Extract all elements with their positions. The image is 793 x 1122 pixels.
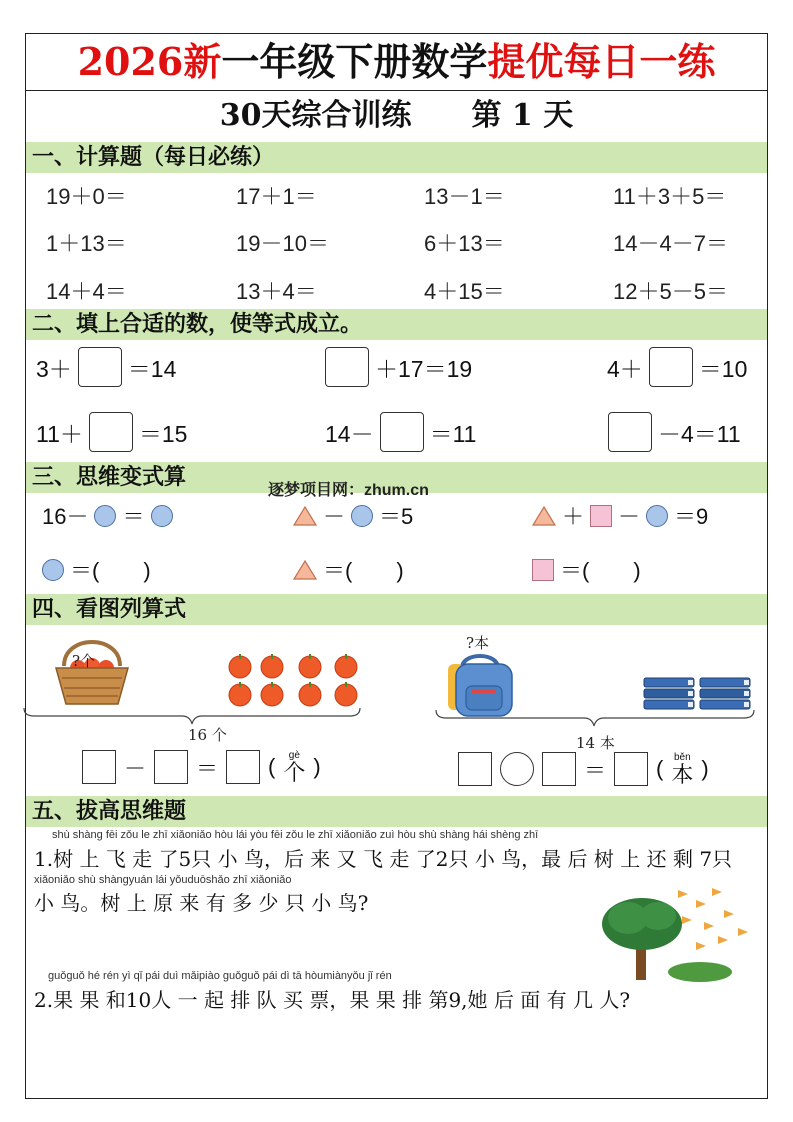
- fill-eq-1: [36, 347, 176, 387]
- unit-right: běn 本: [671, 751, 694, 787]
- circle-answer-blank[interactable]: ＝( ): [70, 558, 151, 583]
- fill-eq-5-post: ＝11: [429, 420, 477, 447]
- square-answer-blank[interactable]: ＝( ): [560, 558, 641, 583]
- title-red-1: 2026新: [77, 39, 222, 84]
- think-eq-2-post: ＝5: [379, 504, 414, 529]
- think-eq-3: [532, 500, 708, 531]
- fill-eq-6: [608, 412, 741, 452]
- calc-1-2: 17＋1＝: [236, 184, 317, 209]
- pink-square-icon: [590, 505, 612, 527]
- calc-2-3: 6＋13＝: [424, 231, 505, 256]
- think-eq-3-result: ＝9: [674, 504, 709, 529]
- triangle-answer-blank[interactable]: ＝( ): [323, 558, 404, 583]
- fill-eq-2: [325, 347, 472, 387]
- total-right: 14 本: [576, 734, 615, 752]
- answer-box[interactable]: [542, 752, 576, 786]
- section-4-heading: 四、看图列算式: [26, 594, 767, 625]
- think-eq-1-pre: 16－: [42, 504, 89, 529]
- blue-circle-icon: [646, 505, 668, 527]
- blue-circle-icon: [42, 559, 64, 581]
- equals-sign: ＝: [584, 757, 607, 783]
- minus-sign: －: [124, 755, 147, 781]
- brace-right: [434, 708, 756, 728]
- calc-2-2: 19－10＝: [236, 231, 329, 256]
- calc-2-4: 14－4－7＝: [613, 231, 728, 256]
- basket-question: ?个: [72, 652, 96, 670]
- think-eq-3-plus: ＋: [562, 504, 585, 529]
- answer-row-left: － ＝ ( gè 个 ): [82, 750, 321, 784]
- think-eq-3-minus: －: [618, 504, 641, 529]
- answer-box[interactable]: [226, 750, 260, 784]
- square-answer: [532, 554, 641, 585]
- equals-sign: ＝: [196, 755, 219, 781]
- q1-pinyin-1: shù shàng fēi zǒu le zhī xiǎoniǎo hòu lái yòu fēi zǒu le zhī xiǎoniǎo zuì hòu shù shàng hái shèng zhī: [52, 829, 539, 841]
- fill-eq-4-pre: 11＋: [36, 420, 83, 447]
- apples-group-icon: [226, 652, 362, 710]
- answer-box[interactable]: [82, 750, 116, 784]
- fill-eq-3-pre: 4＋: [607, 355, 643, 382]
- bag-question: ?本: [466, 634, 490, 652]
- calc-1-1: 19＋0＝: [46, 184, 127, 209]
- fill-eq-5-pre: 14－: [325, 420, 374, 447]
- subtitle-day: 第 1 天: [471, 98, 574, 133]
- think-eq-2: [293, 500, 413, 531]
- answer-box[interactable]: [154, 750, 188, 784]
- calc-1-4: 11＋3＋5＝: [613, 184, 727, 209]
- fill-eq-1-pre: 3＋: [36, 355, 72, 382]
- title-black: 一年级下册数学: [221, 39, 488, 84]
- blue-circle-icon: [351, 505, 373, 527]
- think-eq-1-mid: ＝: [122, 504, 145, 529]
- subtitle-left: 30天综合训练: [219, 98, 412, 133]
- q1-line-1: 1.树 上 飞 走 了5只 小 鸟，后 来 又 飞 走 了2只 小 鸟，最 后 树 上 还 剩 7只: [34, 847, 733, 871]
- brace-left: [22, 706, 362, 726]
- think-eq-1: [42, 500, 173, 531]
- calc-1-3: 13－1＝: [424, 184, 505, 209]
- page-subtitle: [25, 91, 768, 141]
- blue-circle-icon: [151, 505, 173, 527]
- answer-box[interactable]: [614, 752, 648, 786]
- title-red-2: 提优每日一练: [487, 39, 716, 84]
- triangle-answer: [293, 554, 404, 585]
- watermark: 逐梦项目网：zhum.cn: [268, 482, 429, 499]
- q2-pinyin: guǒguǒ hé rén yì qǐ pái duì mǎipiào guǒguǒ pái dì tā hòumiànyǒu jǐ rén: [48, 970, 392, 982]
- answer-box[interactable]: [325, 347, 369, 387]
- orange-triangle-icon: [532, 505, 556, 527]
- calc-2-1: 1＋13＝: [46, 231, 127, 256]
- fill-eq-2-post: ＋17＝19: [375, 355, 473, 382]
- answer-box[interactable]: [649, 347, 693, 387]
- orange-triangle-icon: [293, 505, 317, 527]
- fill-eq-4: [36, 412, 187, 452]
- tree-birds-icon: [600, 882, 760, 986]
- unit-left: gè 个: [283, 749, 306, 785]
- answer-box[interactable]: [78, 347, 122, 387]
- section-3-heading: 三、思维变式算: [26, 462, 767, 493]
- orange-triangle-icon: [293, 559, 317, 581]
- blue-circle-icon: [94, 505, 116, 527]
- fill-eq-3: [607, 347, 747, 387]
- circle-answer: [42, 554, 151, 585]
- think-eq-2-mid: －: [323, 504, 346, 529]
- books-stack-icon: [642, 676, 754, 712]
- calc-3-1: 14＋4＝: [46, 279, 127, 304]
- page-title: [25, 33, 768, 91]
- pink-square-icon: [532, 559, 554, 581]
- calc-3-2: 13＋4＝: [236, 279, 317, 304]
- fill-eq-1-post: ＝14: [127, 355, 177, 382]
- calc-3-4: 12＋5－5＝: [613, 279, 728, 304]
- operator-circle[interactable]: [500, 752, 534, 786]
- section-1-heading: 一、计算题（每日必练）: [26, 142, 767, 173]
- calc-3-3: 4＋15＝: [424, 279, 505, 304]
- fill-eq-4-post: ＝15: [138, 420, 188, 447]
- section-2-heading: 二、填上合适的数，使等式成立。: [26, 309, 767, 340]
- answer-box[interactable]: [89, 412, 133, 452]
- answer-box[interactable]: [458, 752, 492, 786]
- answer-box[interactable]: [380, 412, 424, 452]
- fill-eq-3-post: ＝10: [698, 355, 748, 382]
- answer-box[interactable]: [608, 412, 652, 452]
- fill-eq-6-post: －4＝11: [658, 420, 741, 447]
- total-left: 16 个: [188, 726, 227, 744]
- section-5-heading: 五、拔高思维题: [26, 796, 767, 827]
- q1-pinyin-2: xiǎoniǎo shù shàngyuán lái yǒuduōshǎo zhī xiǎoniǎo: [34, 874, 292, 886]
- q1-line-2: 小 鸟。树 上 原 来 有 多 少 只 小 鸟?: [34, 891, 369, 915]
- fill-eq-5: [325, 412, 476, 452]
- q2-line: 2.果 果 和10人 一 起 排 队 买 票，果 果 排 第9,她 后 面 有 几 人?: [34, 988, 631, 1012]
- answer-row-right: ＝ ( běn 本 ): [458, 752, 709, 786]
